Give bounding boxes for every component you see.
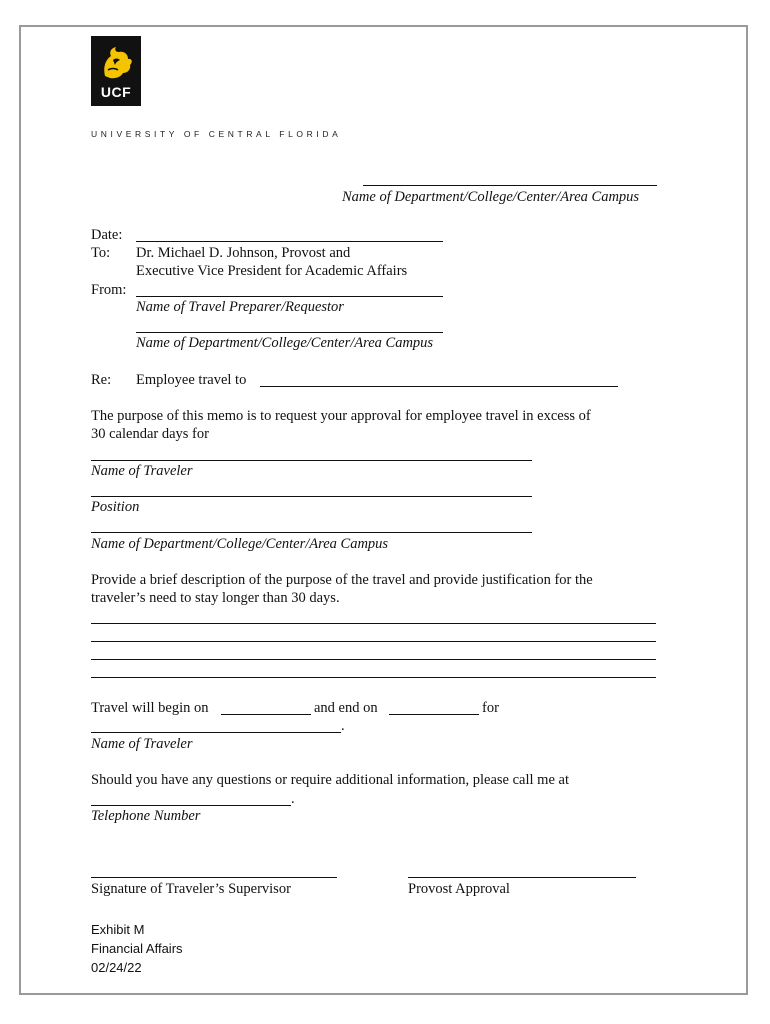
telephone-caption: Telephone Number xyxy=(91,808,201,824)
purpose-line1: The purpose of this memo is to request your approval for employee travel in excess of xyxy=(91,408,591,424)
to-label: To: xyxy=(91,245,111,261)
description-field-line[interactable] xyxy=(91,641,656,642)
ucf-logo xyxy=(91,36,141,106)
travel-end-text: and end on xyxy=(314,700,378,716)
provost-approval-field[interactable] xyxy=(408,877,636,878)
to-recipient-line2: Executive Vice President for Academic Affairs xyxy=(136,263,408,279)
traveler-caption: Name of Traveler xyxy=(91,463,193,479)
begin-date-field[interactable] xyxy=(221,714,311,715)
to-recipient-line1: Dr. Michael D. Johnson, Provost and xyxy=(136,245,351,261)
travel-period: . xyxy=(341,718,345,734)
traveler-dept-field[interactable] xyxy=(91,532,532,533)
purpose-line2: 30 calendar days for xyxy=(91,426,209,442)
travel-traveler-field[interactable] xyxy=(91,732,341,733)
from-label: From: xyxy=(91,282,127,298)
traveler-dept-caption: Name of Department/College/Center/Area Campus xyxy=(91,536,389,552)
footer-line-exhibit: Exhibit M xyxy=(91,922,145,937)
end-date-field[interactable] xyxy=(389,714,479,715)
telephone-field[interactable] xyxy=(91,805,291,806)
description-line2: traveler’s need to stay longer than 30 days. xyxy=(91,590,340,606)
travel-begin-text: Travel will begin on xyxy=(91,700,209,716)
dept-header-caption: Name of Department/College/Center/Area Campus xyxy=(342,189,640,205)
position-caption: Position xyxy=(91,499,140,515)
dept-header-line[interactable] xyxy=(363,185,657,186)
description-field-line[interactable] xyxy=(91,623,656,624)
description-field-line[interactable] xyxy=(91,677,656,678)
logo-text: UCF xyxy=(100,84,132,100)
preparer-caption: Name of Travel Preparer/Requestor xyxy=(136,299,344,315)
travel-destination-field[interactable] xyxy=(260,386,618,387)
footer-line-dept: Financial Affairs xyxy=(91,941,183,956)
travel-for-text: for xyxy=(482,700,499,716)
from-dept-caption: Name of Department/College/Center/Area Campus xyxy=(136,335,434,351)
contact-text: Should you have any questions or require additional information, please call me at xyxy=(91,772,569,788)
pegasus-icon xyxy=(91,40,141,86)
traveler-name-field[interactable] xyxy=(91,460,532,461)
re-text: Employee travel to xyxy=(136,372,247,388)
description-line1: Provide a brief description of the purpose of the travel and provide justification for the xyxy=(91,572,593,588)
from-preparer-field[interactable] xyxy=(136,296,443,297)
date-label: Date: xyxy=(91,227,123,243)
footer-line-date: 02/24/22 xyxy=(91,960,142,975)
provost-approval-caption: Provost Approval xyxy=(408,881,510,897)
date-field[interactable] xyxy=(136,241,443,242)
travel-traveler-caption: Name of Traveler xyxy=(91,736,193,752)
re-label: Re: xyxy=(91,372,112,388)
supervisor-signature-field[interactable] xyxy=(91,877,337,878)
supervisor-signature-caption: Signature of Traveler’s Supervisor xyxy=(91,881,291,897)
position-field[interactable] xyxy=(91,496,532,497)
description-field-line[interactable] xyxy=(91,659,656,660)
university-wordmark: UNIVERSITY OF CENTRAL FLORIDA xyxy=(91,129,342,139)
from-dept-field[interactable] xyxy=(136,332,443,333)
footer-exhibit xyxy=(91,920,183,977)
contact-period: . xyxy=(291,791,295,807)
